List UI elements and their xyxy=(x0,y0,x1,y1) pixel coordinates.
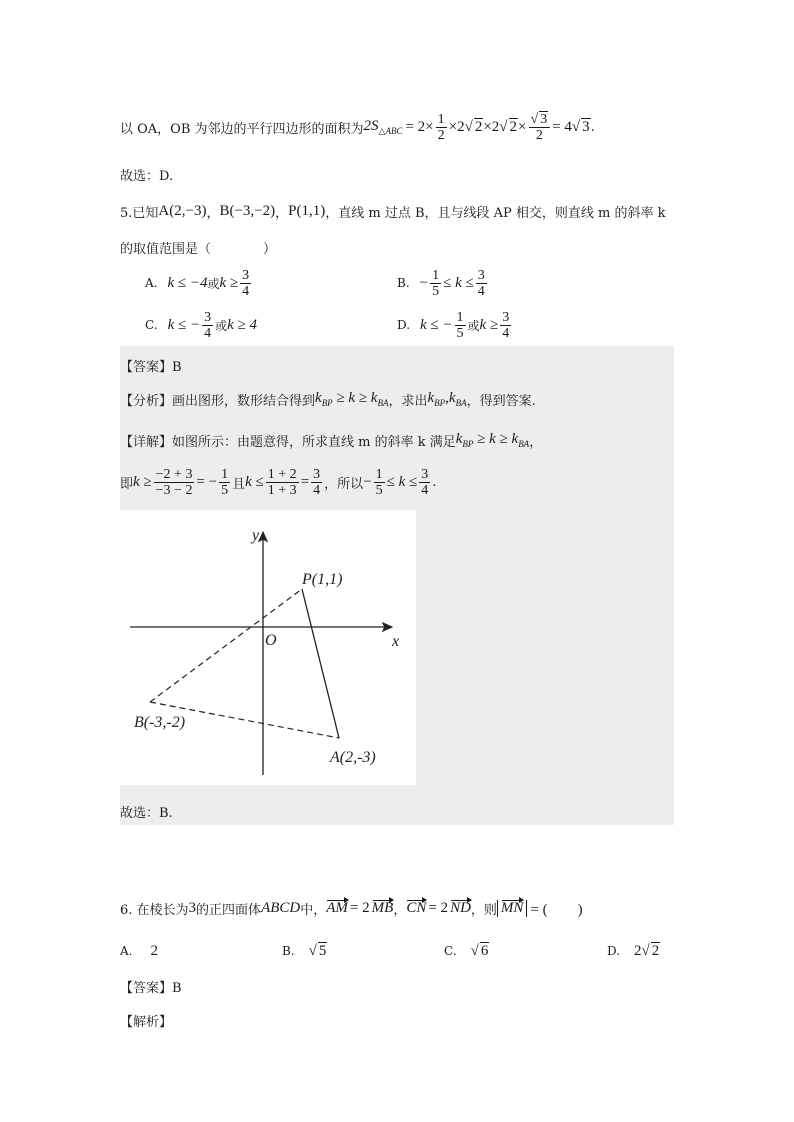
option-label: B. xyxy=(397,276,410,290)
calc-math: k ≥ xyxy=(133,473,152,490)
prev-conclusion: 故选：D. xyxy=(120,169,174,184)
point-a: A(2,−3) xyxy=(158,202,207,219)
calc-math: ≤ k ≤ xyxy=(386,473,418,490)
calc-fraction: $\frac{3}{4}$ xyxy=(313,466,321,498)
half-fraction: $\frac{1}{2}$ xyxy=(437,111,445,143)
q5-option-d[interactable] xyxy=(397,308,513,342)
q5-stem-text: ，直线 m 过点 B，且与线段 AP 相交，则直线 m 的斜率 k xyxy=(325,205,666,221)
point-p: P(1,1) xyxy=(288,202,326,219)
option-label: D. xyxy=(397,318,411,332)
q5-number: 5.已知 xyxy=(120,205,159,221)
analysis-slopes: $k_{BP},k_{BA}$ xyxy=(427,390,467,408)
q6-math: = 2 xyxy=(349,899,370,916)
area-rhs: = 2× xyxy=(405,118,434,135)
period: . xyxy=(590,119,595,135)
period: . xyxy=(432,474,437,490)
q6-text: 6. 在棱长为 xyxy=(120,902,189,918)
q5-option-c[interactable] xyxy=(145,308,257,342)
calc-math: k ≤ xyxy=(245,473,264,490)
option-fraction: $\frac{1}{5}$ xyxy=(432,267,440,299)
option-fraction: $\frac{3}{4}$ xyxy=(502,309,510,341)
point-b: B(−3,−2) xyxy=(219,202,276,219)
option-value: √ 2 xyxy=(641,943,660,959)
segment-bp xyxy=(150,589,302,702)
detail-inequality: $k_{BP} \ge k \ge k_{BA}$ xyxy=(455,431,530,449)
q6-text: 中， xyxy=(300,902,327,918)
option-coef: 2 xyxy=(634,942,642,959)
analysis-text: 【分析】画出图形，数形结合得到 xyxy=(120,393,316,409)
option-math: k ≥ xyxy=(219,274,239,291)
q5-option-b[interactable] xyxy=(397,266,489,300)
option-math: k ≤ − xyxy=(420,316,453,333)
calc-text: 且 xyxy=(232,476,246,492)
calc-fraction: $\frac{-2 + 3}{-3 - 2}$ xyxy=(155,466,193,498)
option-label: C. xyxy=(444,944,457,958)
detail-text: ， xyxy=(529,434,543,450)
x-axis-label: x xyxy=(392,633,400,650)
sqrt-2a: √ 2 xyxy=(464,119,483,135)
or-word: 或 xyxy=(215,318,228,333)
sep: ， xyxy=(206,205,220,221)
option-math: k ≤ − xyxy=(167,316,201,333)
calc-math: = xyxy=(300,473,310,490)
vector-am: AM xyxy=(326,899,348,916)
option-label: D. xyxy=(607,944,621,958)
or-word: 或 xyxy=(467,318,480,333)
figure-svg xyxy=(120,510,416,785)
option-label: B. xyxy=(282,944,295,958)
magnitude-mn xyxy=(497,900,528,917)
q5-calculation xyxy=(120,464,436,500)
q5-answer: 【答案】B xyxy=(120,360,182,375)
sqrt3-fraction: $\frac{√ 3}{2}$ xyxy=(529,111,551,143)
y-axis-label: y xyxy=(252,527,260,544)
option-fraction: $\frac{1}{5}$ xyxy=(456,309,464,341)
calc-text: 即 xyxy=(120,476,134,492)
option-label: A. xyxy=(145,276,158,290)
sep: ， xyxy=(275,205,289,221)
vector-mb: MB xyxy=(371,899,394,916)
q6-option-c[interactable] xyxy=(444,940,489,962)
calc-math: = − xyxy=(196,473,218,490)
option-fraction: $\frac{3}{4}$ xyxy=(204,309,212,341)
q6-text: 的正四面体 xyxy=(196,902,262,918)
q6-text: ，则 xyxy=(470,902,497,918)
q5-stem xyxy=(120,200,666,222)
option-label: C. xyxy=(145,318,158,332)
calc-text: ，所以 xyxy=(324,476,364,492)
calc-fraction: $\frac{1}{5}$ xyxy=(375,466,383,498)
option-math: k ≤ −4 xyxy=(167,274,208,291)
option-math: k ≥ 4 xyxy=(227,316,257,333)
sqrt-2b: √ 2 xyxy=(499,119,518,135)
q5-conclusion: 故选：B. xyxy=(120,806,173,821)
analysis-text: ，得到答案. xyxy=(466,393,536,409)
q5-detail xyxy=(120,430,542,450)
calc-math: − xyxy=(363,473,372,490)
tetrahedron-name: ABCD xyxy=(261,899,301,916)
q5-option-a[interactable] xyxy=(145,266,253,300)
calc-fraction: $\frac{1}{5}$ xyxy=(221,466,229,498)
q6-solution: 【解析】 xyxy=(120,1015,173,1030)
analysis-text: ，求出 xyxy=(388,393,428,409)
option-math: k ≥ xyxy=(479,316,499,333)
option-math: ≤ k ≤ xyxy=(443,274,474,291)
q6-option-b[interactable] xyxy=(282,940,327,962)
detail-text: 【详解】如图所示：由题意得，所求直线 m 的斜率 k 满足 xyxy=(120,434,456,450)
analysis-inequality: $k_{BP} \ge k \ge k_{BA}$ xyxy=(315,390,389,408)
q6-option-d[interactable] xyxy=(607,940,660,962)
vector-mn: MN xyxy=(500,899,524,916)
option-value: √ 5 xyxy=(308,943,327,959)
option-label: A. xyxy=(120,944,133,958)
point-a-label: A(2,-3) xyxy=(330,749,376,766)
area-text: 以 OA，OB 为邻边的平行四边形的面积为 xyxy=(120,121,364,137)
area-factor: × xyxy=(518,118,527,135)
point-p-label: P(1,1) xyxy=(302,571,343,588)
calc-fraction: $\frac{1 + 2}{1 + 3}$ xyxy=(267,466,297,498)
option-value: √ 6 xyxy=(470,943,489,959)
vector-cn: CN xyxy=(406,899,427,916)
vector-nd: ND xyxy=(450,899,471,916)
sep: ， xyxy=(393,902,407,918)
option-math: − xyxy=(419,274,429,291)
area-result: = 4 xyxy=(552,118,572,135)
q5-stem-line2: 的取值范围是（ ） xyxy=(120,242,277,257)
calc-fraction: $\frac{3}{4}$ xyxy=(421,466,429,498)
q6-answer: 【答案】B xyxy=(120,981,182,996)
sqrt-3: √ 3 xyxy=(571,119,590,135)
q6-stem xyxy=(120,896,583,920)
point-b-label: B(-3,-2) xyxy=(134,714,186,731)
coordinate-figure xyxy=(120,510,416,785)
option-value: 2 xyxy=(150,942,158,959)
q5-analysis xyxy=(120,389,536,409)
q6-math: = 2 xyxy=(428,899,449,916)
origin-label: O xyxy=(265,632,277,649)
area-lhs: $2S_{\triangle ABC}$ xyxy=(363,117,403,136)
option-fraction: $\frac{3}{4}$ xyxy=(242,267,250,299)
edge-length: 3 xyxy=(188,899,197,916)
area-factor: ×2 xyxy=(483,118,500,135)
q6-option-a[interactable] xyxy=(120,940,158,962)
area-statement xyxy=(120,110,595,144)
option-fraction: $\frac{3}{4}$ xyxy=(477,267,485,299)
q6-math: = ( ) xyxy=(530,901,583,918)
segment-pa xyxy=(302,589,339,738)
area-factor: ×2 xyxy=(448,118,465,135)
or-word: 或 xyxy=(207,276,220,291)
